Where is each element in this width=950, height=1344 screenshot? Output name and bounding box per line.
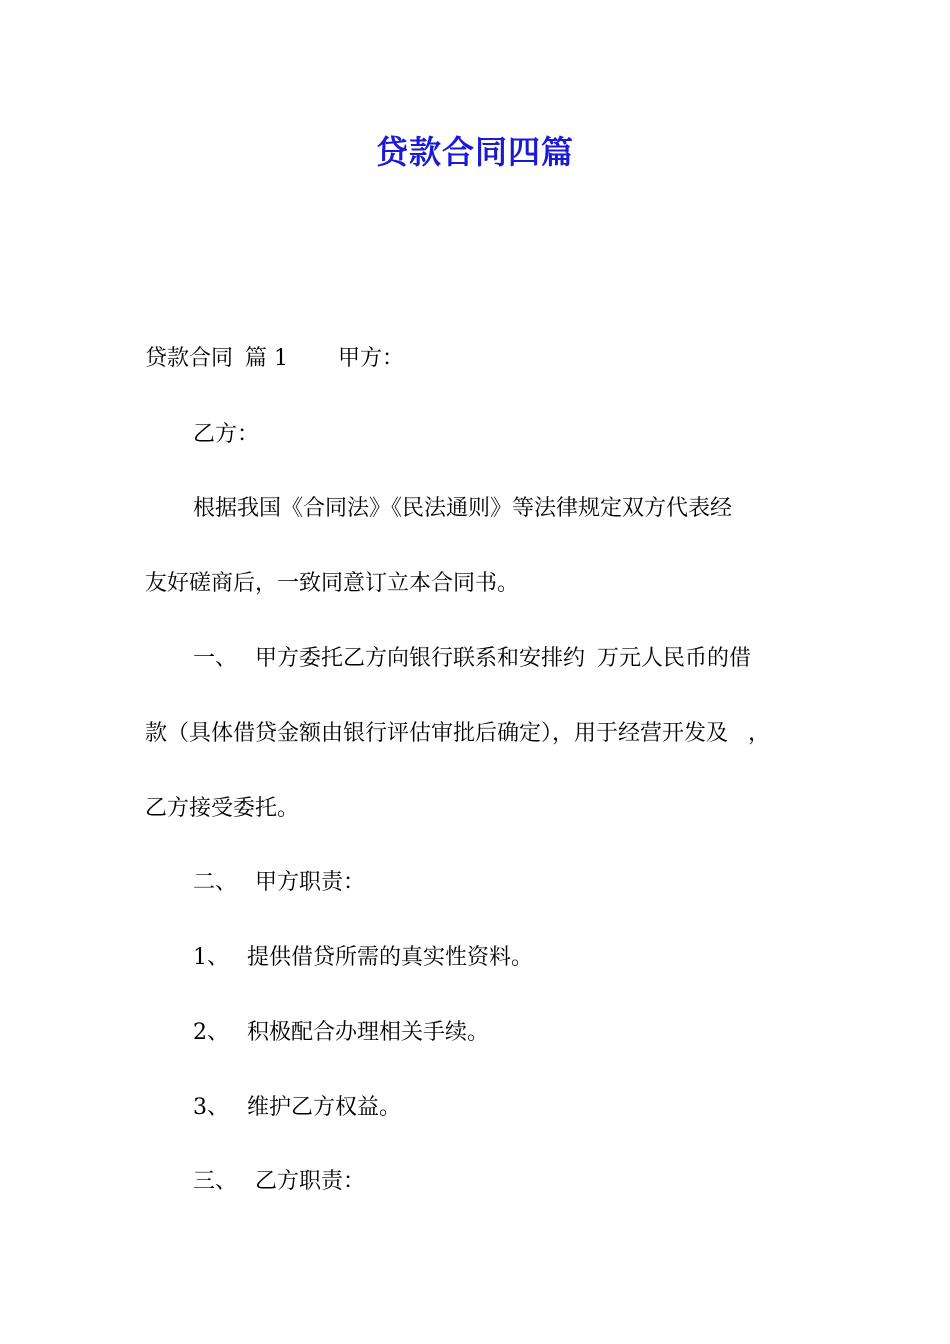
heading-line (145, 342, 845, 376)
section-1-text-2a: 款（具体借贷金额由银行评估审批后确定），用于经营开发及 (145, 721, 729, 746)
list-item-2-number: 2、 (193, 1020, 229, 1045)
paragraph-1-line-1 (193, 492, 893, 526)
paragraph-1-text-2: 友好磋商后，一致同意订立本合同书。 (145, 571, 520, 596)
section-1-text-1a: 甲方委托乙方向银行联系和安排约 (255, 646, 586, 671)
list-item-3-number: 3、 (193, 1095, 229, 1120)
section-3-text: 乙方职责： (255, 1169, 366, 1194)
section-3-heading (193, 1165, 893, 1199)
section-3-number: 三、 (193, 1169, 238, 1194)
heading-label: 贷款合同 (145, 346, 234, 371)
paragraph-1-line-2 (145, 567, 845, 601)
list-item-2-text: 积极配合办理相关手续。 (247, 1020, 490, 1045)
list-item-3 (193, 1091, 893, 1125)
party-a-label: 甲方： (338, 346, 405, 371)
section-1-line-2 (145, 717, 845, 751)
party-b-label: 乙方： (193, 422, 260, 447)
section-1-line-3 (145, 792, 845, 826)
section-2-number: 二、 (193, 870, 238, 895)
list-item-1-number: 1、 (193, 945, 229, 970)
list-item-1 (193, 941, 893, 975)
list-item-2 (193, 1016, 893, 1050)
heading-part: 篇 1 (245, 346, 289, 371)
section-1-text-3: 乙方接受委托。 (145, 796, 300, 821)
section-1-text-2b: ， (748, 721, 771, 746)
party-b-line (193, 418, 893, 452)
list-item-1-text: 提供借贷所需的真实性资料。 (247, 945, 534, 970)
section-2-text: 甲方职责： (255, 870, 366, 895)
paragraph-1-text-1: 根据我国《合同法》《民法通则》等法律规定双方代表经 (193, 496, 733, 521)
section-1-text-1b: 万元人民币的借 (597, 646, 752, 671)
section-1-line-1 (193, 642, 893, 676)
document-title: 贷款合同四篇 (375, 133, 574, 171)
section-2-heading (193, 866, 893, 900)
section-1-number: 一、 (193, 646, 238, 671)
list-item-3-text: 维护乙方权益。 (247, 1095, 402, 1120)
